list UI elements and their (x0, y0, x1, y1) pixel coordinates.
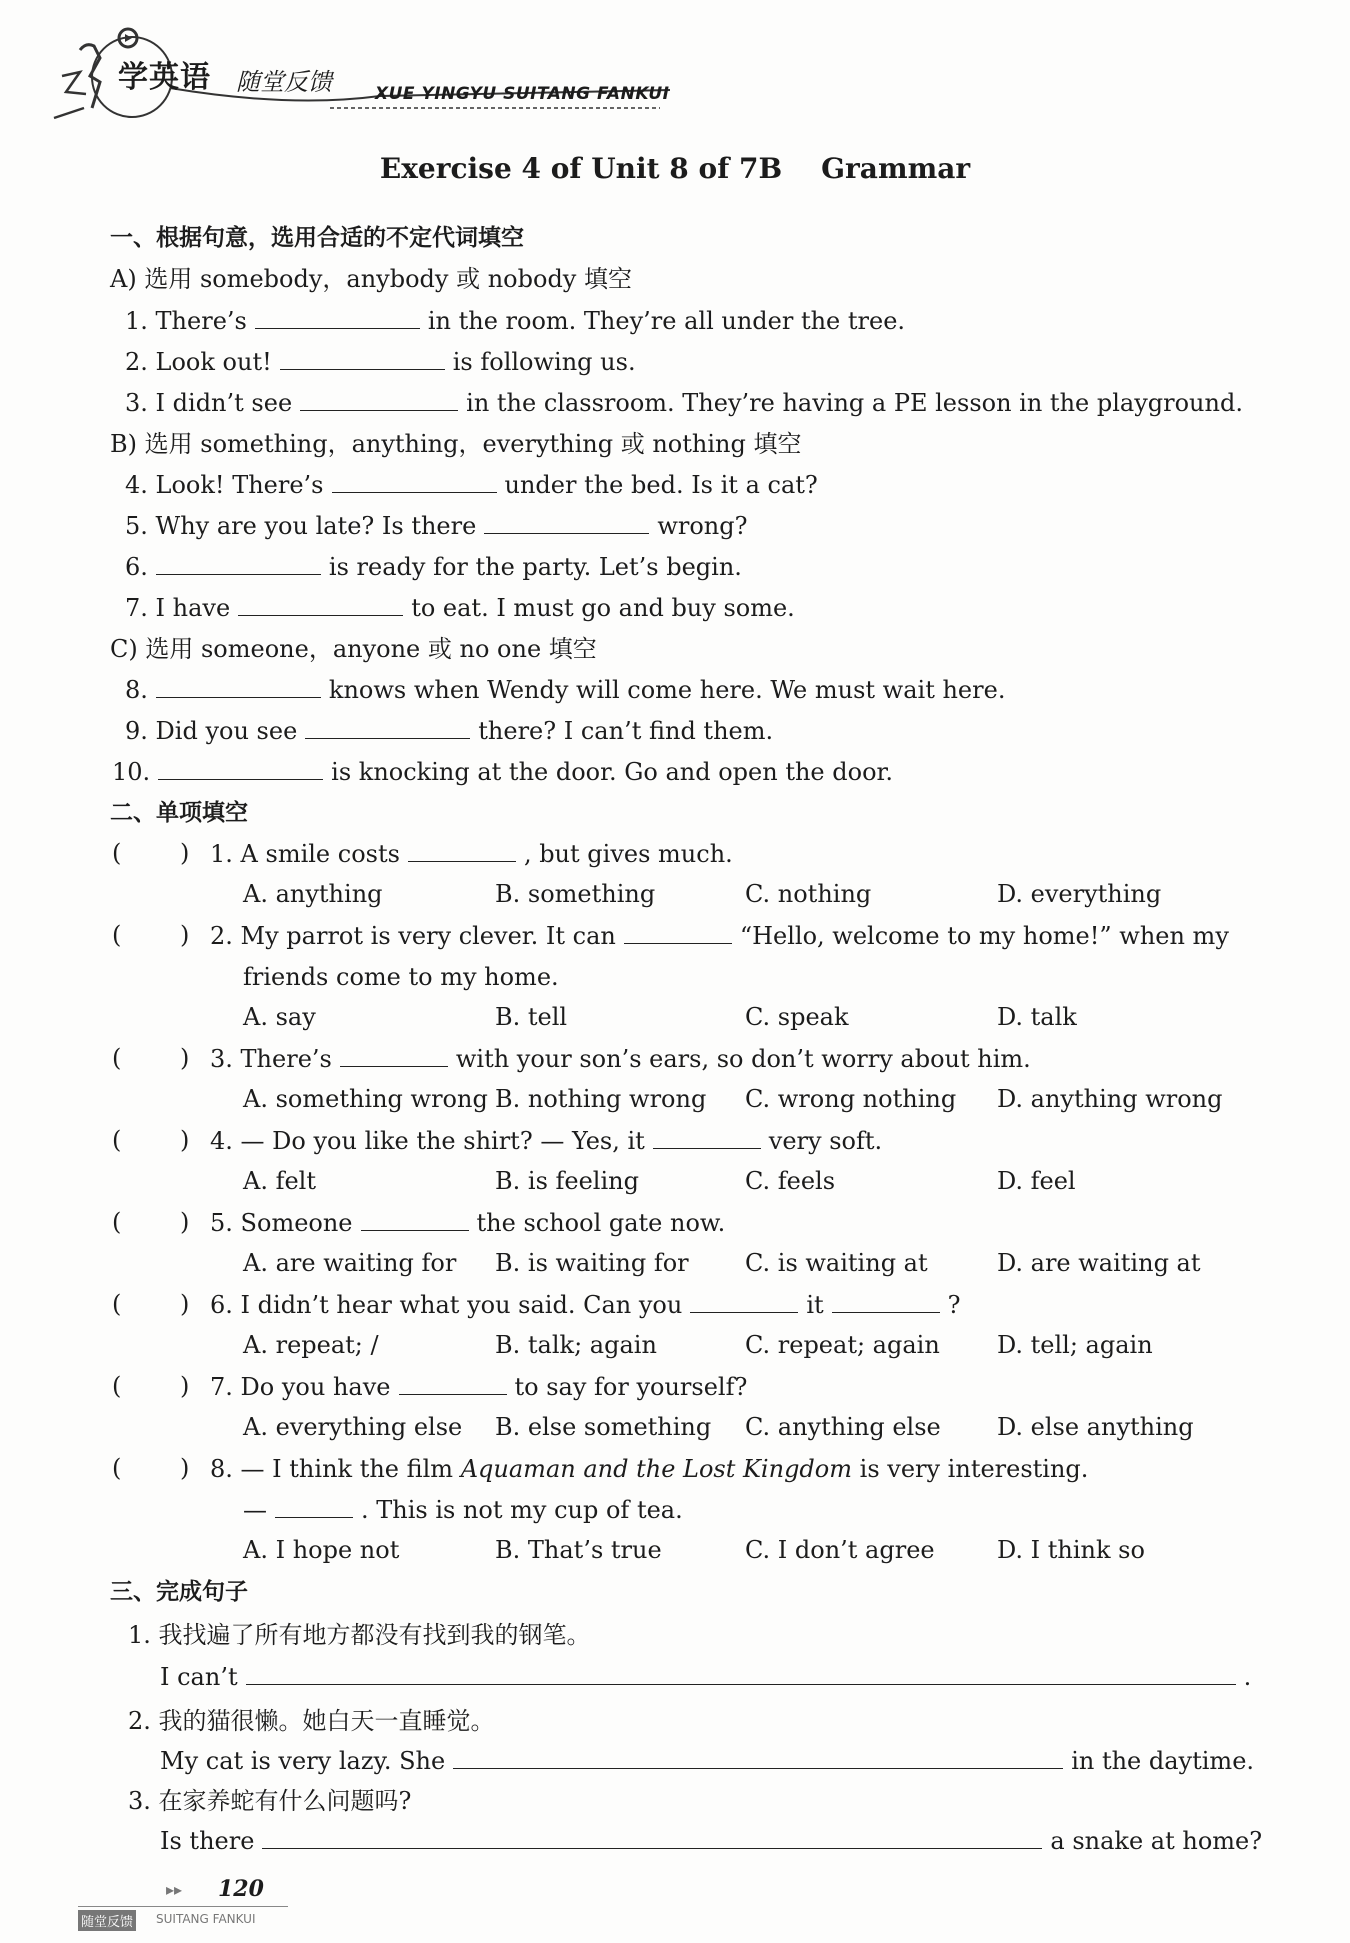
option-a[interactable]: A. are waiting for (243, 1249, 457, 1277)
answer-paren-open: ( (112, 839, 122, 867)
option-b[interactable]: B. talk; again (495, 1331, 657, 1359)
answer-blank[interactable] (156, 675, 321, 698)
option-b[interactable]: B. something (495, 880, 656, 908)
option-d[interactable]: D. are waiting at (997, 1249, 1201, 1277)
film-title: Aquaman and the Lost Kingdom (460, 1455, 852, 1483)
answer-blank[interactable] (653, 1126, 761, 1149)
part1-item-7: 7. I have to eat. I must go and buy some. (125, 594, 795, 622)
answer-blank[interactable] (238, 593, 403, 616)
answer-paren-open: ( (112, 1126, 122, 1154)
answer-blank[interactable] (832, 1290, 940, 1313)
option-d[interactable]: D. tell; again (997, 1331, 1153, 1359)
brand-subtitle: 随堂反馈 (236, 68, 332, 96)
mc-question-2: 2. My parrot is very clever. It can “Hello, welcome to my home!” when my (210, 922, 1229, 950)
part3-heading: 三、完成句子 (110, 1579, 248, 1605)
part3-item-1: I can’t . (160, 1663, 1252, 1691)
brand-pinyin: XUE YINGYU SUITANG FANKUI (375, 84, 670, 104)
answer-blank[interactable] (156, 552, 321, 575)
option-b[interactable]: B. That’s true (495, 1536, 662, 1564)
answer-paren-close[interactable]: ) (180, 1126, 190, 1154)
option-d[interactable]: D. everything (997, 880, 1162, 908)
option-b[interactable]: B. is waiting for (495, 1249, 689, 1277)
answer-blank[interactable] (305, 716, 470, 739)
option-d[interactable]: D. talk (997, 1003, 1077, 1031)
mc-question-5: 5. Someone the school gate now. (210, 1209, 726, 1237)
option-c[interactable]: C. anything else (745, 1413, 941, 1441)
part3-item-2: My cat is very lazy. She in the daytime. (160, 1747, 1255, 1775)
answer-paren-open: ( (112, 1044, 122, 1072)
answer-paren-close[interactable]: ) (180, 921, 190, 949)
mc-question-4: 4. — Do you like the shirt? — Yes, it very soft. (210, 1127, 883, 1155)
part1-heading: 一、根据句意，选用合适的不定代词填空 (110, 225, 524, 251)
part1-item-3: 3. I didn’t see in the classroom. They’re having a PE lesson in the playground. (125, 389, 1243, 417)
answer-paren-close[interactable]: ) (180, 1454, 190, 1482)
answer-blank[interactable] (158, 757, 323, 780)
answer-paren-close[interactable]: ) (180, 839, 190, 867)
part1-c-heading: C) 选用 someone，anyone 或 no one 填空 (110, 635, 597, 663)
answer-blank[interactable] (399, 1372, 507, 1395)
option-c[interactable]: C. is waiting at (745, 1249, 928, 1277)
answer-blank[interactable] (332, 470, 497, 493)
option-c[interactable]: C. speak (745, 1003, 849, 1031)
answer-paren-open: ( (112, 1208, 122, 1236)
mc-question-3: 3. There’s with your son’s ears, so don’t worry about him. (210, 1045, 1031, 1073)
option-c[interactable]: C. wrong nothing (745, 1085, 957, 1113)
part3-item-3-cn: 3. 在家养蛇有什么问题吗? (128, 1787, 412, 1815)
answer-blank[interactable] (624, 921, 732, 944)
part1-b-heading: B) 选用 something，anything，everything 或 nothing 填空 (110, 430, 802, 458)
part3-item-1-cn: 1. 我找遍了所有地方都没有找到我的钢笔。 (128, 1621, 591, 1649)
answer-blank[interactable] (690, 1290, 798, 1313)
answer-line[interactable] (246, 1662, 1236, 1685)
answer-paren-open: ( (112, 1454, 122, 1482)
part3-item-2-cn: 2. 我的猫很懒。她白天一直睡觉。 (128, 1707, 495, 1735)
part1-item-4: 4. Look! There’s under the bed. Is it a cat? (125, 471, 818, 499)
part1-item-1: 1. There’s in the room. They’re all under the tree. (125, 307, 906, 335)
option-a[interactable]: A. repeat; / (243, 1331, 379, 1359)
option-d[interactable]: D. I think so (997, 1536, 1145, 1564)
page-title: Exercise 4 of Unit 8 of 7B Grammar (379, 152, 971, 185)
answer-blank[interactable] (275, 1495, 353, 1518)
answer-blank[interactable] (280, 347, 445, 370)
part1-item-2: 2. Look out! is following us. (125, 348, 636, 376)
mc-question-6: 6. I didn’t hear what you said. Can you it ? (210, 1291, 961, 1319)
answer-blank[interactable] (340, 1044, 448, 1067)
option-c[interactable]: C. nothing (745, 880, 872, 908)
option-a[interactable]: A. anything (243, 880, 383, 908)
option-b[interactable]: B. is feeling (495, 1167, 639, 1195)
answer-paren-close[interactable]: ) (180, 1290, 190, 1318)
option-b[interactable]: B. else something (495, 1413, 712, 1441)
option-d[interactable]: D. anything wrong (997, 1085, 1223, 1113)
page-footer (78, 1872, 308, 1932)
option-a[interactable]: A. felt (243, 1167, 316, 1195)
brand-title: 学英语 (118, 60, 211, 95)
answer-paren-open: ( (112, 921, 122, 949)
answer-blank[interactable] (361, 1208, 469, 1231)
header-banner (50, 22, 670, 132)
part1-item-5: 5. Why are you late? Is there wrong? (125, 512, 748, 540)
footer-pinyin: SUITANG FANKUI (156, 1912, 256, 1926)
double-arrow-icon: ▸▸ (166, 1880, 183, 1899)
part2-heading: 二、单项填空 (110, 800, 248, 826)
option-d[interactable]: D. else anything (997, 1413, 1194, 1441)
answer-paren-close[interactable]: ) (180, 1044, 190, 1072)
option-b[interactable]: B. nothing wrong (495, 1085, 707, 1113)
answer-blank[interactable] (300, 388, 458, 411)
part1-item-10: 10. is knocking at the door. Go and open the door. (112, 758, 893, 786)
option-a[interactable]: A. something wrong (243, 1085, 488, 1113)
answer-paren-close[interactable]: ) (180, 1208, 190, 1236)
option-a[interactable]: A. I hope not (243, 1536, 400, 1564)
option-b[interactable]: B. tell (495, 1003, 568, 1031)
answer-blank[interactable] (408, 839, 516, 862)
option-a[interactable]: A. everything else (243, 1413, 463, 1441)
footer-tag: 随堂反馈 (78, 1910, 136, 1931)
option-a[interactable]: A. say (243, 1003, 316, 1031)
option-c[interactable]: C. feels (745, 1167, 836, 1195)
answer-blank[interactable] (484, 511, 649, 534)
answer-paren-open: ( (112, 1290, 122, 1318)
mc-question-2-cont: friends come to my home. (243, 963, 559, 991)
footer-divider (78, 1906, 288, 1907)
part3-item-3: Is there a snake at home? (160, 1827, 1263, 1855)
part1-a-heading: A) 选用 somebody，anybody 或 nobody 填空 (110, 265, 632, 293)
part1-item-6: 6. is ready for the party. Let’s begin. (125, 553, 742, 581)
option-c[interactable]: C. I don’t agree (745, 1536, 935, 1564)
answer-blank[interactable] (255, 306, 420, 329)
option-d[interactable]: D. feel (997, 1167, 1076, 1195)
mc-question-7: 7. Do you have to say for yourself? (210, 1373, 748, 1401)
answer-paren-close[interactable]: ) (180, 1372, 190, 1400)
option-c[interactable]: C. repeat; again (745, 1331, 940, 1359)
mc-question-8-reply: — . This is not my cup of tea. (243, 1496, 683, 1524)
mc-question-8: 8. — I think the film Aquaman and the Lost Kingdom is very interesting. (210, 1455, 1089, 1483)
answer-line[interactable] (262, 1826, 1042, 1849)
mc-question-1: 1. A smile costs , but gives much. (210, 840, 733, 868)
part1-item-8: 8. knows when Wendy will come here. We must wait here. (125, 676, 1006, 704)
page-number: 120 (218, 1876, 264, 1902)
answer-line[interactable] (453, 1746, 1063, 1769)
part1-item-9: 9. Did you see there? I can’t find them. (125, 717, 774, 745)
answer-paren-open: ( (112, 1372, 122, 1400)
